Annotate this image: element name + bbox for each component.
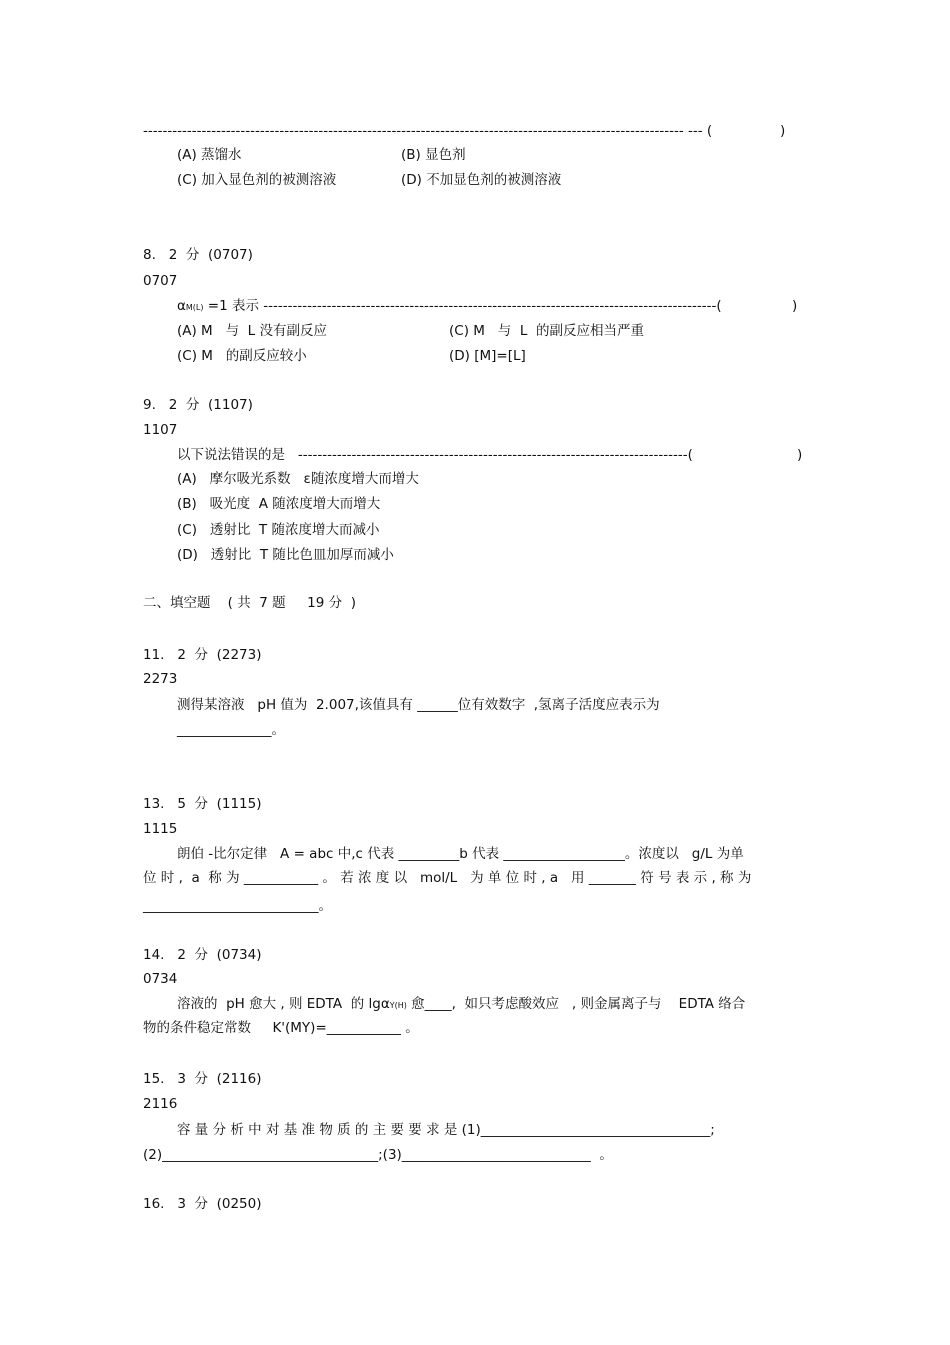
q7-option-b: (B) 显色剂 — [401, 147, 466, 163]
q8-option-c: (C) M 的副反应较小 — [177, 348, 307, 364]
q11-header: 11. 2 分 (2273) — [143, 647, 262, 663]
q14-code: 0734 — [143, 971, 178, 987]
q7-option-d: (D) 不加显色剂的被测溶液 — [401, 172, 562, 188]
q16-header: 16. 3 分 (0250) — [143, 1196, 262, 1212]
q9-option-c: (C) 透射比 T 随浓度增大而减小 — [177, 522, 380, 538]
q14-line-1-text-a: 溶液的 pH 愈大 , 则 EDTA 的 lg — [177, 996, 381, 1012]
q13-header: 13. 5 分 (1115) — [143, 796, 262, 812]
q8-option-b: (C) M 与 L 的副反应相当严重 — [449, 323, 644, 339]
q13-line-2: 位 时 , a 称 为 ___________ 。 若 浓 度 以 mol/L 为 单 位 时 , a 用 _______ 符 号 表 示 , 称 为 — [143, 870, 752, 886]
q8-stem-text: =1 表示 ---------------------------------------------------------------------------------------------( — [203, 298, 722, 314]
q14-line-1 — [177, 995, 745, 1015]
q9-option-b: (B) 吸光度 A 随浓度增大而增大 — [177, 496, 381, 512]
q7-dash-line: --------------------------------------------------------------------------------------------------------------- --- ( — [143, 123, 713, 139]
q7-answer-paren-close: ) — [780, 123, 786, 139]
q8-alpha-subscript: M(L) — [185, 303, 204, 312]
q13-line-3: __________________________。 — [143, 898, 332, 914]
q8-header: 8. 2 分 (0707) — [143, 247, 253, 263]
q15-line-2: (2)________________________________;(3)____________________________ 。 — [143, 1147, 613, 1163]
q11-code: 2273 — [143, 671, 178, 687]
q14-line-2: 物的条件稳定常数 K'(MY)=___________ 。 — [143, 1020, 419, 1036]
q9-header: 9. 2 分 (1107) — [143, 397, 253, 413]
q7-option-a: (A) 蒸馏水 — [177, 147, 242, 163]
q8-code: 0707 — [143, 273, 178, 289]
section-title: 二、填空题 ( 共 7 题 19 分 ) — [143, 595, 356, 611]
q15-header: 15. 3 分 (2116) — [143, 1071, 262, 1087]
q9-answer-paren-close: ) — [797, 447, 803, 463]
q11-line-1: 测得某溶液 pH 值为 2.007,该值具有 ______位有效数字 ,氢离子活度应表示为 — [177, 697, 660, 713]
q11-line-2: ______________。 — [177, 722, 285, 738]
q8-answer-paren-close: ) — [792, 298, 798, 314]
q8-alpha-symbol: α — [177, 298, 186, 314]
q7-option-c: (C) 加入显色剂的被测溶液 — [177, 172, 337, 188]
q9-stem: 以下说法错误的是 --------------------------------------------------------------------------------( — [177, 447, 693, 463]
q14-line-1-text-b: 愈____, 如只考虑酸效应 , 则金属离子与 EDTA 络合 — [406, 996, 746, 1012]
q9-code: 1107 — [143, 422, 178, 438]
q8-option-a: (A) M 与 L 没有副反应 — [177, 323, 327, 339]
q13-line-1: 朗伯 -比尔定律 A = abc 中,c 代表 _________b 代表 __________________。浓度以 g/L 为单 — [177, 846, 744, 862]
q8-option-d: (D) [M]=[L] — [449, 348, 526, 364]
q9-option-d: (D) 透射比 T 随比色皿加厚而减小 — [177, 547, 394, 563]
q15-code: 2116 — [143, 1096, 178, 1112]
q8-stem — [177, 297, 722, 317]
q15-line-1: 容 量 分 析 中 对 基 准 物 质 的 主 要 要 求 是 (1)__________________________________; — [177, 1122, 715, 1138]
q9-option-a: (A) 摩尔吸光系数 ε随浓度增大而增大 — [177, 471, 419, 487]
q14-alpha-subscript: Y(H) — [389, 1001, 407, 1010]
q14-alpha-symbol: α — [380, 996, 390, 1012]
q14-header: 14. 2 分 (0734) — [143, 947, 262, 963]
q13-code: 1115 — [143, 821, 178, 837]
